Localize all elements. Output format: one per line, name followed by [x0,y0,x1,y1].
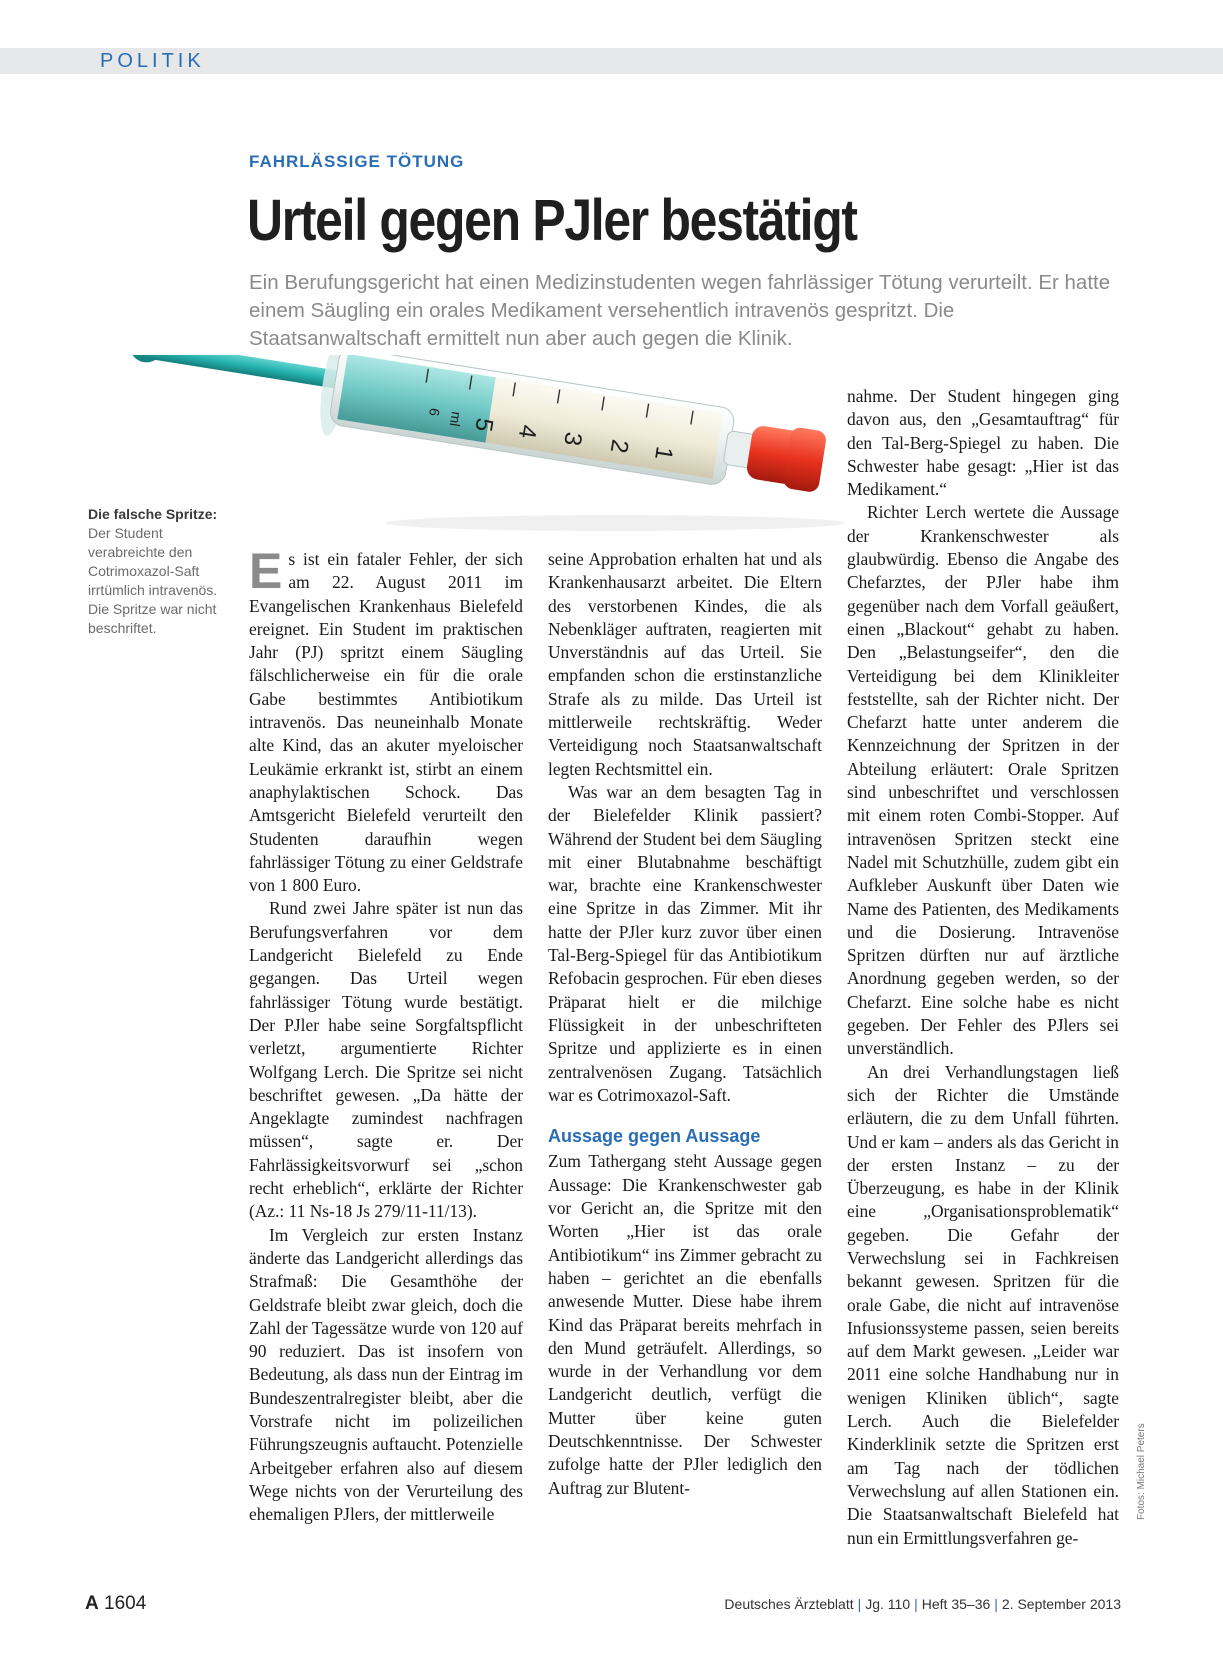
photo-credit: Fotos: Michael Peters [1136,1423,1147,1520]
caption-title: Die falsche Spritze: [88,506,218,522]
paragraph: Im Vergleich zur ersten Instanz änderte das Landgericht allerdings das Strafmaß: Die Gesamthöhe der Geldstrafe bleibt zwar gleich, doch die Zahl der Tagessätze wurde von 120 auf 90 reduziert. Das ist insofern von Bedeutung, als dass nun der Eintrag im Bundeszentralregister bleibt, aber die Vorstrafe nicht im polizeilichen Führungszeugnis auftaucht. Potenzielle Arbeitgeber erfahren also auf diesem Wege nichts von der Verurteilung des ehemaligen PJlers, der mittlerweile [249,1224,523,1525]
article-kicker: FAHRLÄSSIGE TÖTUNG [249,152,465,171]
page-number [85,1593,146,1615]
journal-date: 2. September 2013 [1001,1596,1121,1612]
body-column-3 [847,385,1119,1550]
paragraph: Was war an dem besagten Tag in der Bielefelder Klinik passiert? Während der Student bei dem Säugling mit einer Blutabnahme beschäftigt war, brachte eine Krankenschwester eine Spritze in das Zimmer. Mit ihr hatte der PJler kurz zuvor über einen Tal-Berg-Spiegel für das Antibiotikum Refobacin gesprochen. Für eben dieses Präparat hielt er die milchige Flüssigkeit in der unbeschrifteten Spritze und applizierte es in einen zentralvenösen Zugang. Tatsächlich war es Cotrimoxazol-Saft. [548,781,822,1105]
page-number-value: 1604 [104,1593,147,1614]
journal-issue: Heft 35–36 [921,1596,991,1612]
footer-separator: | [994,1596,998,1612]
footer-separator: | [857,1596,862,1612]
paragraph-text: s ist ein fataler Fehler, der sich am 22. August 2011 im Evangelischen Krankenhaus Bielefeld ereignet. Ein Student im praktischen Jahr (PJ) spritzt einem Säugling fälschlicherweise ein für die orale Gabe bestimmtes Antibiotikum intravenös. Das neuneinhalb Monate alte Kind, das an akuter myeloischer Leukämie erkrankt ist, stirbt an einem anaphylaktischen Schock. Das Amtsgericht Bielefeld verurteilt den Studenten daraufhin wegen fahrlässiger Tötung zu einer Geldstrafe von 1 800 Euro. [249,549,523,896]
subheading: Aussage gegen Aussage [548,1126,761,1147]
paragraph: Richter Lerch wertete die Aussage der Krankenschwester als glaubwürdig. Ebenso die Angabe des Chefarztes, der PJler habe ihm gegenüber nach dem Vorfall geäußert, einen „Blackout“ gehabt zu haben. Den „Belastungseifer“, den die Verteidigung bei dem Klinikleiter feststellte, sah der Richter nicht. Der Chefarzt hatte unter anderem die Kennzeichnung der Spritzen in der Abteilung erläutert: Orale Spritzen sind unbeschriftet und verschlossen mit einem roten Combi-Stopper. Auf intravenösen Spritzen steckt eine Nadel mit Schutzhülle, zudem gibt ein Aufkleber Auskunft über Daten wie Name des Patienten, des Medikaments und die Dosierung. Intravenöse Spritzen dürften nur auf ärztliche Anordnung gegeben werden, so der Chefarzt. Eine solche habe es nicht gegeben. Der Fehler des PJlers sei unverständlich. [847,502,1119,1059]
scale-label-6: 6 [426,407,444,418]
footer-separator: | [914,1596,918,1612]
section-title: POLITIK [100,50,205,72]
caption-text: Der Student verabreichte den Cotrimoxazol-Saft irrtümlich intravenös. Die Spritze war nicht beschriftet. [88,525,218,636]
journal-name: Deutsches Ärzteblatt [724,1596,854,1612]
body-column-2 [548,548,822,1500]
scale-label-5: 5 [469,416,499,434]
scale-label-1: 1 [649,444,678,462]
drop-cap: E [249,543,283,599]
journal-volume: Jg. 110 [865,1596,911,1612]
page-prefix: A [85,1593,99,1614]
journal-footer [724,1596,1121,1612]
scale-label-4: 4 [512,422,542,441]
scale-label-ml: ml [446,410,465,428]
article-lead: Ein Berufungsgericht hat einen Medizinstudenten wegen fahrlässiger Tötung verurteilt. Er hatte einem Säugling ein orales Medikament versehentlich intravenös gespritzt. Die Staatsanwaltschaft ermittelt nun aber auch gegen die Klinik. [249,271,1111,350]
body-column-1 [249,543,523,1526]
paragraph: An drei Verhandlungstagen ließ sich der Richter die Umstände erläutern, die zu dem Unfall führten. Und er kam – anders als das Gericht in der ersten Instanz – zu der Überzeugung, es habe in der Klinik eine „Organisationsproblematik“ gegeben. Die Gefahr der Verwechslung sei in Fachkreisen bekannt gewesen. Spritzen für die orale Gabe, die nicht auf intravenöse Infusionssysteme passen, seien bereits auf dem Markt gewesen. „Leider war 2011 eine solche Handhabung nur in wenigen Kliniken üblich“, sagte Lerch. Auch die Bielefelder Kinderklinik setzte die Spritzen erst am Tag nach der tödlichen Verwechslung auf allen Stationen ein. Die Staatsanwaltschaft Bielefeld hat nun ein Ermittlungsverfahren ge- [847,1061,1119,1548]
article-headline: Urteil gegen PJler bestätigt [247,188,857,253]
scale-label-3: 3 [558,430,588,448]
paragraph: seine Approbation erhalten hat und als Krankenhausarzt arbeitet. Die Eltern des verstorbenen Kindes, die als Nebenkläger auftraten, reagierten mit Unverständnis auf das Urteil. Sie empfanden schon die erstinstanzliche Strafe als zu milde. Das Urteil ist mittlerweile rechtskräftig. Weder Verteidigung noch Staatsanwaltschaft legten Rechtsmittel ein. [548,549,822,779]
paragraph: Zum Tathergang steht Aussage gegen Aussage: Die Krankenschwester gab vor Gericht an, die Spritze mit den Worten „Hier ist das orale Antibiotikum“ ins Zimmer gebracht zu haben – gerichtet an die ebenfalls anwesende Mutter. Diese habe ihrem Kind das Präparat bereits mehrfach in den Mund geträufelt. Allerdings, so wurde in der Verhandlung vor dem Landgericht deutlich, verfügt die Mutter über keine guten Deutschkenntnisse. Der Schwester zufolge hatte der PJler lediglich den Auftrag zur Blutent- [548,1151,822,1498]
photo-caption [88,505,228,638]
scale-label-2: 2 [604,437,634,455]
paragraph [249,543,523,897]
paragraph: Rund zwei Jahre später ist nun das Berufungsverfahren vor dem Landgericht Bielefeld zu Ende gegangen. Das Urteil wegen fahrlässiger Tötung wurde bestätigt. Der PJler habe seine Sorgfaltspflicht verletzt, argumentierte Richter Wolfgang Lerch. Die Spritze sei nicht beschriftet gewesen. „Da hätte der Angeklagte zumindest nachfragen müssen“, sagte er. Der Fahrlässigkeitsvorwurf sei „schon recht erheblich“, erklärte der Richter (Az.: 11 Ns-18 Js 279/11-11/13). [249,898,523,1222]
paragraph: nahme. Der Student hingegen ging davon aus, den „Gesamtauftrag“ für den Tal-Berg-Spiegel zu haben. Die Schwester habe gesagt: „Hier ist das Medikament.“ [847,386,1119,500]
